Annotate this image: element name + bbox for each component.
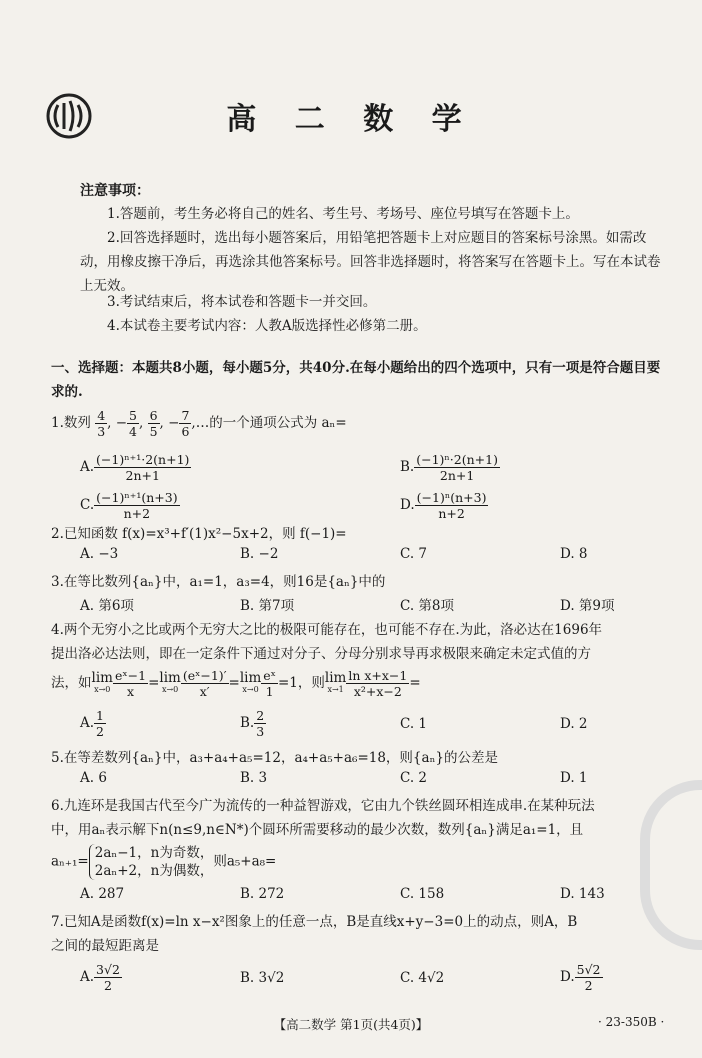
fraction: $\frac{\text{ln x+x−1}}{\text{x²+x−2}}$ xyxy=(348,668,408,699)
q5-option-a[interactable]: A. 6 xyxy=(80,770,107,786)
page-footer: 【高二数学 第1页(共4页)】 xyxy=(273,1017,429,1032)
q2-options xyxy=(80,546,670,570)
q7-option-a[interactable]: A. $\frac{3√2}{2}$ xyxy=(80,962,120,993)
fraction: $\frac{\text{(eˣ−1)′}}{x'}$ xyxy=(182,668,227,699)
q7-options xyxy=(80,962,670,996)
q4-option-c[interactable]: C. 1 xyxy=(400,716,428,732)
exam-code: · 23-350B · xyxy=(598,1015,665,1029)
q7-option-c[interactable]: C. 4√2 xyxy=(400,970,445,986)
q6-tail: 则a₅+a₈= xyxy=(213,853,277,870)
q3-option-a[interactable]: A. 第6项 xyxy=(80,598,134,614)
q4-eq1: =1，则 xyxy=(277,675,325,691)
question-5: 5.在等差数列{aₙ}中，a₃+a₄+a₅=12，a₄+a₅+a₆=18，则{aₙ}的公差是 xyxy=(51,750,499,766)
q4-lead: 法，如 xyxy=(51,675,92,691)
fraction: $\frac{\text{eˣ}}{1}$ xyxy=(263,668,276,699)
seq-term-3: $\frac{6}{5}$ xyxy=(149,408,158,439)
limit: lim x→1 xyxy=(324,669,347,694)
question-2: 2.已知函数 f(x)=x³+f′(1)x²−5x+2，则 f(−1)= xyxy=(51,526,347,542)
question-7-line1: 7.已知A是函数f(x)=ln x−x²图象上的任意一点，B是直线x+y−3=0上的动点，则A，B xyxy=(51,914,578,930)
limit: lim x→0 xyxy=(159,669,181,694)
notice-item-1: 1.答题前，考生务必将自己的姓名、考生号、考场号、座位号填写在答题卡上。 xyxy=(107,206,579,222)
notice-item-4: 4.本试卷主要考试内容：人教A版选择性必修第二册。 xyxy=(107,318,427,334)
question-4-line2: 提出洛必达法则，即在一定条件下通过对分子、分母分别求导再求极限来确定未定式值的方 xyxy=(51,646,591,662)
q7-option-b[interactable]: B. 3√2 xyxy=(240,970,285,986)
seq-sign: − xyxy=(115,415,128,431)
q4-options xyxy=(80,708,670,742)
seq-term-4: $\frac{7}{6}$ xyxy=(181,408,190,439)
q2-option-a[interactable]: A. −3 xyxy=(80,546,119,562)
q5-options xyxy=(80,770,670,794)
q6-option-a[interactable]: A. 287 xyxy=(80,886,125,902)
q3-options xyxy=(80,594,670,618)
question-6-formula xyxy=(51,844,671,880)
q6-option-c[interactable]: C. 158 xyxy=(400,886,445,902)
q4-option-d[interactable]: D. 2 xyxy=(560,716,588,732)
q4-eq2: = xyxy=(409,675,421,691)
q5-option-c[interactable]: C. 2 xyxy=(400,770,428,786)
notice-heading: 注意事项： xyxy=(80,183,150,199)
q1-option-c[interactable]: C. $\frac{\text{(−1)ⁿ⁺¹(n+3)}}{n+2}$ xyxy=(80,490,178,521)
seq-sign: − xyxy=(168,415,180,431)
q3-option-d[interactable]: D. 第9项 xyxy=(560,598,615,614)
q5-option-d[interactable]: D. 1 xyxy=(560,770,588,786)
q1-option-d[interactable]: D. $\frac{\text{(−1)ⁿ(n+3)}}{n+2}$ xyxy=(400,490,487,521)
q4-option-a[interactable]: A. $\frac{1}{2}$ xyxy=(80,708,104,739)
q1-option-b[interactable]: B. $\frac{\text{(−1)ⁿ·2(n+1)}}{2n+1}$ xyxy=(400,452,498,483)
section-heading: 一、选择题：本题共8小题，每小题5分，共40分.在每小题给出的四个选项中，只有一项是符合题目要求的. xyxy=(51,360,661,400)
q6-options xyxy=(80,886,670,910)
q1-prefix: 1.数列 xyxy=(51,415,91,431)
question-6-line1: 6.九连环是我国古代至今广为流传的一种益智游戏，它由九个铁丝圆环相连成串.在某种玩法 xyxy=(51,798,595,814)
page-title: 高 二 数 学 xyxy=(226,102,476,137)
q6-lhs: aₙ₊₁= xyxy=(51,853,89,870)
fraction: $\frac{\text{eˣ−1}}{x}$ xyxy=(114,668,147,699)
q3-option-b[interactable]: B. 第7项 xyxy=(240,598,295,614)
q1-options-row2 xyxy=(80,490,670,524)
q7-option-d[interactable]: D. $\frac{5√2}{2}$ xyxy=(560,962,601,993)
q2-option-b[interactable]: B. −2 xyxy=(240,546,279,562)
q1-options-row1 xyxy=(80,452,670,486)
notice-item-3: 3.考试结束后，将本试卷和答题卡一并交回。 xyxy=(107,294,377,310)
seq-term-1: $\frac{4}{3}$ xyxy=(97,408,106,439)
notice-item-2: 2.回答选择题时，选出每小题答案后，用铅笔把答题卡上对应题目的答案标号涂黑。如需改动，用橡皮擦干净后，再选涂其他答案标号。回答非选择题时，将答案写在答题卡上。写在本试卷上无效。 xyxy=(80,230,661,294)
seq-term-2: $\frac{5}{4}$ xyxy=(129,408,137,439)
question-4-formula: 法，如 lim x→0 $\frac{\text{eˣ−1}}{x}$ = lim x→0 $\frac{\text{(eˣ−1)′}}{x'}$ = lim x→0 $\frac{\text{eˣ}}{1}$ =1，则 lim x→1 $\frac{\text{ln x+x−1}}{\text{x²+x−2}}$ = xyxy=(51,668,421,699)
q6-option-b[interactable]: B. 272 xyxy=(240,886,285,902)
q5-option-b[interactable]: B. 3 xyxy=(240,770,268,786)
limit: lim x→0 xyxy=(239,669,262,694)
question-7-line2: 之间的最短距离是 xyxy=(51,938,159,954)
q2-option-c[interactable]: C. 7 xyxy=(400,546,428,562)
limit: lim x→0 xyxy=(91,669,113,694)
question-3: 3.在等比数列{aₙ}中，a₁=1，a₃=4，则16是{aₙ}中的 xyxy=(51,574,386,590)
q4-option-b[interactable]: B. $\frac{2}{3}$ xyxy=(240,708,265,739)
question-1: 1.数列 $\frac{4}{3}$ , − $\frac{5}{4}$ , $\frac{6}{5}$ , − $\frac{7}{6}$ ,…的一个通项公式为 aₙ= xyxy=(51,408,347,439)
q2-option-d[interactable]: D. 8 xyxy=(560,546,588,562)
question-6-line2: 中，用aₙ表示解下n(n≤9,n∈N*)个圆环所需要移动的最少次数，数列{aₙ}满足a₁=1，且 xyxy=(51,822,584,838)
question-4-line1: 4.两个无穷小之比或两个无穷大之比的极限可能存在，也可能不存在.为此，洛必达在1696年 xyxy=(51,622,603,638)
q1-suffix: ,…的一个通项公式为 aₙ= xyxy=(191,415,347,431)
q6-option-d[interactable]: D. 143 xyxy=(560,886,605,902)
q3-option-c[interactable]: C. 第8项 xyxy=(400,598,455,614)
piecewise-brace: 2aₙ−1，n为奇数， 2aₙ+2，n为偶数， xyxy=(89,844,214,880)
q1-option-a[interactable]: A. $\frac{\text{(−1)ⁿ⁺¹·2(n+1)}}{2n+1}$ xyxy=(80,452,190,483)
